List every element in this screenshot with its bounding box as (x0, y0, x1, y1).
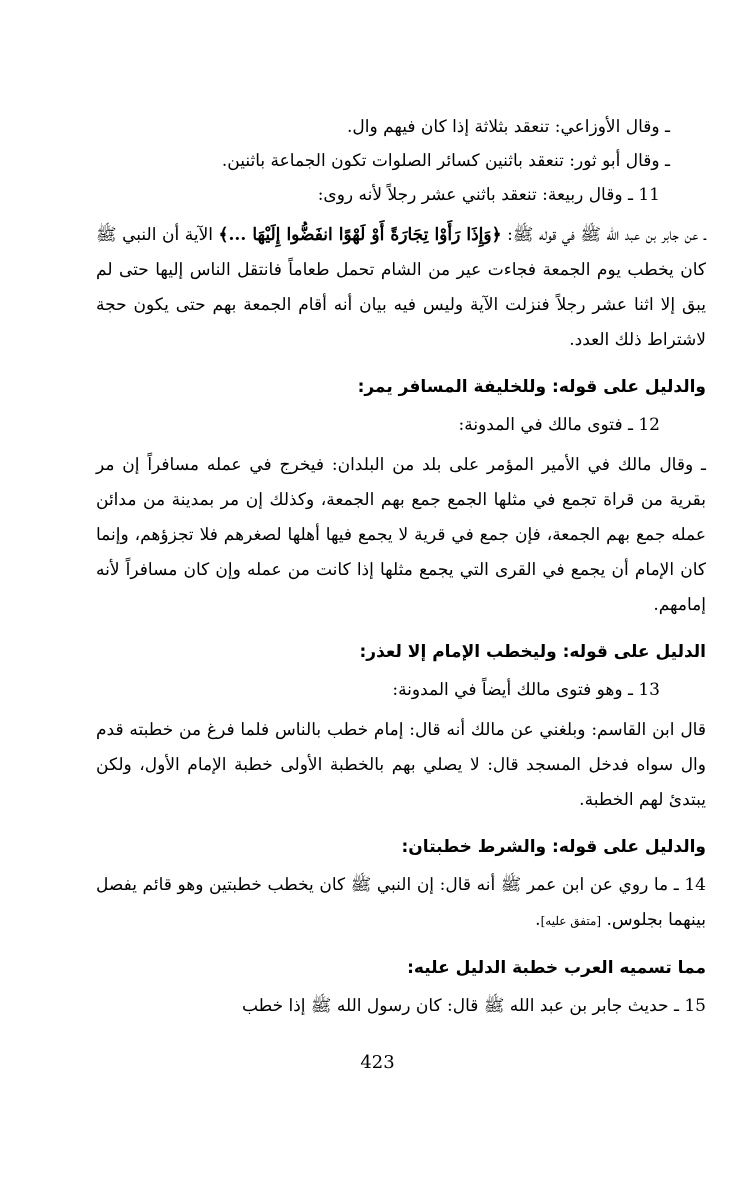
quran-verse: ﴿وَإِذَا رَأَوْا تِجَارَةً أَوْ لَهْوًا انفَضُّوا إِلَيْهَا ...﴾ (218, 225, 502, 245)
paragraph-malik-emir: ـ وقال مالك في الأمير المؤمر على بلد من البلدان: فيخرج في عمله مسافراً إن مر بقرية من قراة تجمع في مثلها الجمع جمع بهم الجمعة، وكذلك إن مر بمدينة من مدائن عمله جمع بهم الجمعة، فإن جمع في قرية لا يجمع فيها أهلها لصغرهم فلا تجزؤهم، وإنما كان الإمام أن يجمع في القرى التي يجمع مثلها إذا كانت من عمله وإن كان مسافراً لأنه إمامهم. (96, 455, 706, 615)
page-number: 423 (360, 1052, 395, 1073)
text-line-abu-thawr: ـ وقال أبو ثور: تنعقد باثنين كسائر الصلوات تكون الجماعة باثنين. (221, 151, 670, 171)
text-line-malik-fatwa: 12 ـ فتوى مالك في المدونة: (458, 415, 660, 435)
section-heading-arab-naming: مما تسميه العرب خطبة الدليل عليه: (407, 958, 706, 978)
paragraph-ibn-umar (96, 868, 706, 939)
section-heading-traveling-caliph: والدليل على قوله: وللخليفة المسافر يمر: (357, 377, 706, 397)
text-line-jabir-sermon: 15 ـ حديث جابر بن عبد الله ﷺ قال: كان رسول الله ﷺ إذا خطب (241, 996, 706, 1016)
citation-muttafaq: [متفق عليه] (540, 914, 602, 928)
section-heading-imam-sermon: الدليل على قوله: وليخطب الإمام إلا لعذر: (359, 642, 706, 662)
text-line-awzai: ـ وقال الأوزاعي: تنعقد بثلاثة إذا كان فيهم وال. (347, 117, 670, 137)
text-line-rabia: 11 ـ وقال ربيعة: تنعقد باثني عشر رجلاً لأنه روى: (317, 185, 660, 205)
page-body (96, 110, 706, 1023)
paragraph-jabir-intro: ـ عن جابر بن عبد الله ﷺ في قوله ﷺ: (501, 225, 706, 245)
paragraph-ibn-qasim: قال ابن القاسم: وبلغني عن مالك أنه قال: إمام خطب بالناس فلما فرغ من خطبته قدم وال سواه فدخل المسجد قال: لا يصلي بهم بالخطبة الأولى خطبة الإمام الأول، ولكن يبتدئ لهم الخطبة. (96, 720, 706, 810)
paragraph-jabir-body: الآية أن النبي ﷺ كان يخطب يوم الجمعة فجاءت عير من الشام تحمل طعاماً فانتقل الناس إليها حتى لم يبق إلا اثنا عشر رجلاً فنزلت الآية وليس فيه بيان أنه أقام الجمعة بهم حتى يكون حجة لاشتراط ذلك العدد. (96, 225, 706, 350)
text-line-malik-fatwa-2: 13 ـ وهو فتوى مالك أيضاً في المدونة: (392, 680, 660, 700)
paragraph-ibn-umar-end: . (535, 910, 541, 930)
paragraph-ibn-umar-text: 14 ـ ما روي عن ابن عمر ﷺ أنه قال: إن النبي ﷺ كان يخطب خطبتين وهو قائم يفصل بينهما بجلوس. (96, 875, 706, 930)
section-heading-two-sermons: والدليل على قوله: والشرط خطبتان: (401, 837, 706, 857)
paragraph-jabir-hadith (96, 218, 706, 358)
